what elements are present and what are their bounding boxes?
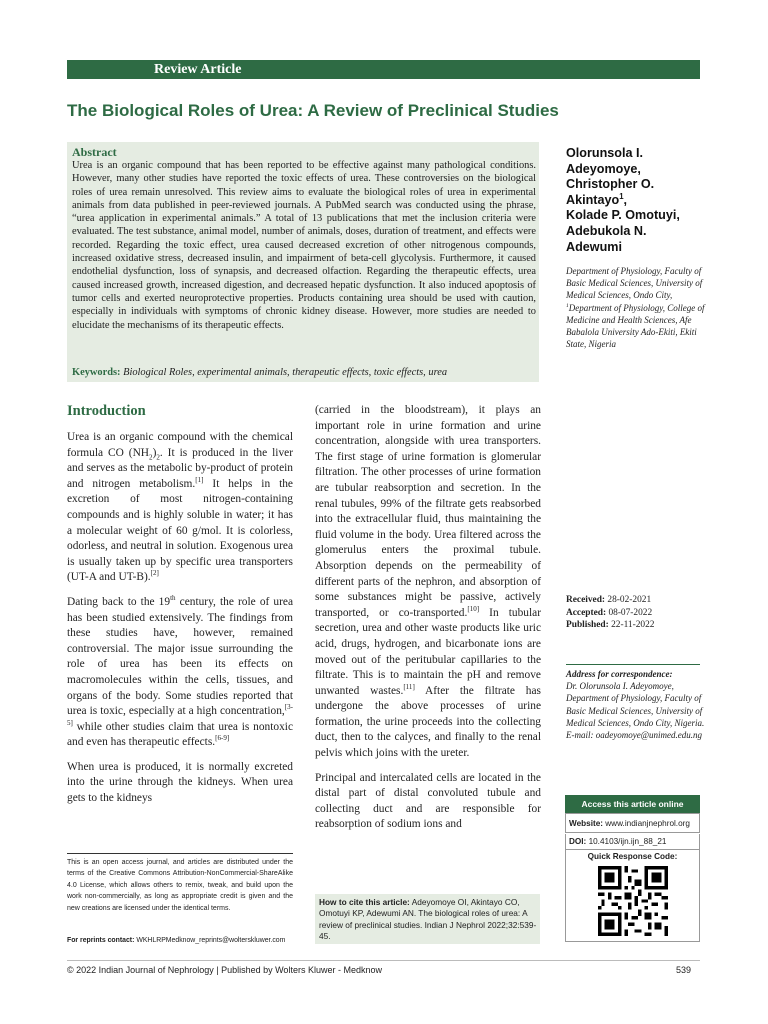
paragraph: Dating back to the 19th century, the role of urea has been studied extensively. The findings from these studies have, however, remained controversial. The major issue surrounding the role of urea has been its effects on macromolecules within the cells, tissues, and organs of the body. Some studies reported that urea is toxic, especially at a high concentration,[3-5] while other studies claim that urea is nontoxic and even has therapeutic effects.[6-9]	[67, 594, 294, 749]
correspondence-address	[566, 668, 706, 741]
keywords-list: Biological Roles, experimental animals, therapeutic effects, toxic effects, urea	[123, 367, 448, 378]
article-type-label: Review Article	[154, 62, 242, 77]
author-name-line: Adewumi	[566, 239, 622, 254]
received-date: Received: 28-02-2021	[566, 595, 652, 605]
qr-label: Quick Response Code:	[587, 852, 678, 861]
citation-ref[interactable]: [6-9]	[215, 734, 230, 743]
doi-link[interactable]: 10.4103/ijn.ijn_88_21	[588, 837, 667, 846]
author-name-line: Kolade P. Omotuyi,	[566, 208, 680, 223]
abstract-text: Urea is an organic compound that has been reported to be effective against many pathological conditions. However, many other studies have reported the toxic effects of urea. These controversies on the biological roles of urea remain unresolved. This review aims to evaluate the biological roles of urea in experimental animals from data published in peer-reviewed journals. A PubMed search was conducted using the phrase, “urea application in experimental animals.” A total of 13 publications that met the inclusion criteria were evaluated. The test substance, animal model, number of animals, doses, duration of treatment, and effects were recorded. Regarding the toxic effect, urea caused decreased excretion of other nitrogenous compounds, increased oxidative stress, decreased insulin, and impairment of beta-cell glycolysis. Furthermore, it caused endothelial dysfunction, loss of synapsis, and decreased olfaction. Regarding the therapeutic effects, urea caused increased growth, increased digestion, and decreased hepatic dysfunction. It also induced apoptosis of tumor cells and exerted neuroprotective properties. Products containing urea should be used with caution, especially in individuals with symptoms of chronic kidney disease. However, more studies are needed to elucidate the mechanisms of its therapeutic effects.	[72, 160, 536, 331]
paragraph: When urea is produced, it is normally excreted into the urine through the kidneys. When urea gets to the kidneys	[67, 760, 293, 805]
correspondence-text: Dr. Olorunsola I. Adeyomoye, Department of Physiology, Faculty of Basic Medical Sciences, University of Medical Sciences, Ondo City, Nigeria.	[566, 681, 705, 728]
citation-ref[interactable]: [11]	[403, 682, 415, 691]
how-to-cite: How to cite this article: Adeyomoye OI, Akintayo CO, Omotuyi KP, Adewumi AN. The biological roles of urea: A review of preclinical studies. Indian J Nephrol 2022;32:539-45.	[319, 897, 537, 942]
author-name-line: Adebukola N.	[566, 223, 647, 238]
footer-divider	[67, 960, 700, 961]
reprints-contact: For reprints contact: WKHLRPMedknow_reprints@wolterskluwer.com	[67, 937, 286, 944]
citation-ref[interactable]: [1]	[195, 475, 204, 484]
body-column-left	[67, 430, 293, 816]
page-number: 539	[676, 965, 692, 975]
paragraph: Principal and intercalated cells are located in the distal part of distal convoluted tubule and collecting duct and are responsible for reabsorption of sodium ions and	[315, 771, 541, 831]
license-notice: This is an open access journal, and articles are distributed under the terms of the Creative Commons Attribution-NonCommercial-ShareAlike 4.0 License, which allows others to remix, tweak, and build upon the work non-commercially, as long as appropriate credit is given and the new creations are licensed under the identical terms.	[67, 859, 293, 912]
author-name-line: Akintayo$^1$,	[566, 191, 628, 207]
footer-copyright: © 2022 Indian Journal of Nephrology | Published by Wolters Kluwer - Medknow	[67, 965, 382, 975]
body-column-right	[315, 403, 541, 842]
article-title: The Biological Roles of Urea: A Review of Preclinical Studies	[67, 101, 559, 120]
section-heading-introduction: Introduction	[67, 403, 146, 419]
qr-code-icon[interactable]	[598, 866, 668, 936]
published-date: Published: 22-11-2022	[566, 620, 655, 630]
correspondence-email[interactable]: E-mail: oadeyomoye@unimed.edu.ng	[566, 730, 702, 741]
author-name-line: Olorunsola I.	[566, 146, 643, 160]
divider	[566, 664, 700, 665]
keywords-label: Keywords:	[72, 367, 121, 378]
article-dates	[566, 594, 654, 632]
paragraph: Urea is an organic compound with the chemical formula CO $(NH_2)_2$. It is produced in the liver and serves as the metabolic by-product of protein and nitrogen metabolism.[1] It helps in the excretion of most nitrogen-containing compounds and is highly soluble in water; it has a molecular weight of 60 g/mol. It is colorless, odorless, and neutral in solution. Exogenous urea is usually taken up by specific urea transporters (UT-A and UT-B).[2]	[67, 431, 293, 584]
website-row: Website: www.indianjnephrol.org	[565, 813, 700, 833]
author-affiliation: Department of Physiology, Faculty of Basic Medical Sciences, University of Medical Sciences, Ondo City, $^1$Department of Physiology, College of Medicine and Health Sciences, Afe Babalola University Ado-Ekiti, Ekiti State, Nigeria	[566, 266, 705, 350]
access-online-header: Access this article online	[565, 795, 700, 813]
accepted-date: Accepted: 08-07-2022	[566, 607, 653, 618]
citation-ref[interactable]: [2]	[150, 569, 159, 578]
correspondence-label: Address for correspondence:	[566, 669, 673, 679]
reprints-email[interactable]: WKHLRPMedknow_reprints@wolterskluwer.com	[136, 937, 286, 944]
citation-ref[interactable]: [10]	[467, 604, 480, 613]
abstract-heading: Abstract	[72, 145, 117, 159]
doi-row: DOI: 10.4103/ijn.ijn_88_21	[565, 834, 700, 850]
divider	[67, 853, 293, 854]
author-name-line: Christopher O.	[566, 177, 655, 192]
paragraph: (carried in the bloodstream), it plays an important role in urine formation and urine concentration, alongside with urea transporters. The first stage of urine formation is glomerular filtration. The other processes of urine formation are tubular reabsorption and secretion. In the renal tubules, 99% of the filtrate gets reabsorbed into the extracellular fluid, thus maintaining the fluid volume in the body. Urea filtered across the glomerulus enters the proximal tubule. Absorption depends on the permeability of different parts of the nephron, and absorption of some substances might be passive, actively transported, or co-transported.[10] In tubular secretion, urea and other waste products like uric acid, drugs, hydrogen, and bicarbonate ions are moved out of the peritubular capillaries to the filtrate. This is to maintain the pH and remove unwanted wastes.[11] After the filtrate has undergone the above processes of urine formation, the urine proceeds into the collecting duct, then to the calyces, and finally to the renal pelvis which joins with the ureter.	[315, 404, 542, 760]
citation-ref[interactable]: [3-5]	[67, 703, 293, 727]
keywords	[72, 367, 536, 378]
author-name-line: Adeyomoye,	[566, 161, 641, 176]
author-list	[566, 146, 716, 255]
website-link[interactable]: www.indianjnephrol.org	[605, 819, 690, 828]
